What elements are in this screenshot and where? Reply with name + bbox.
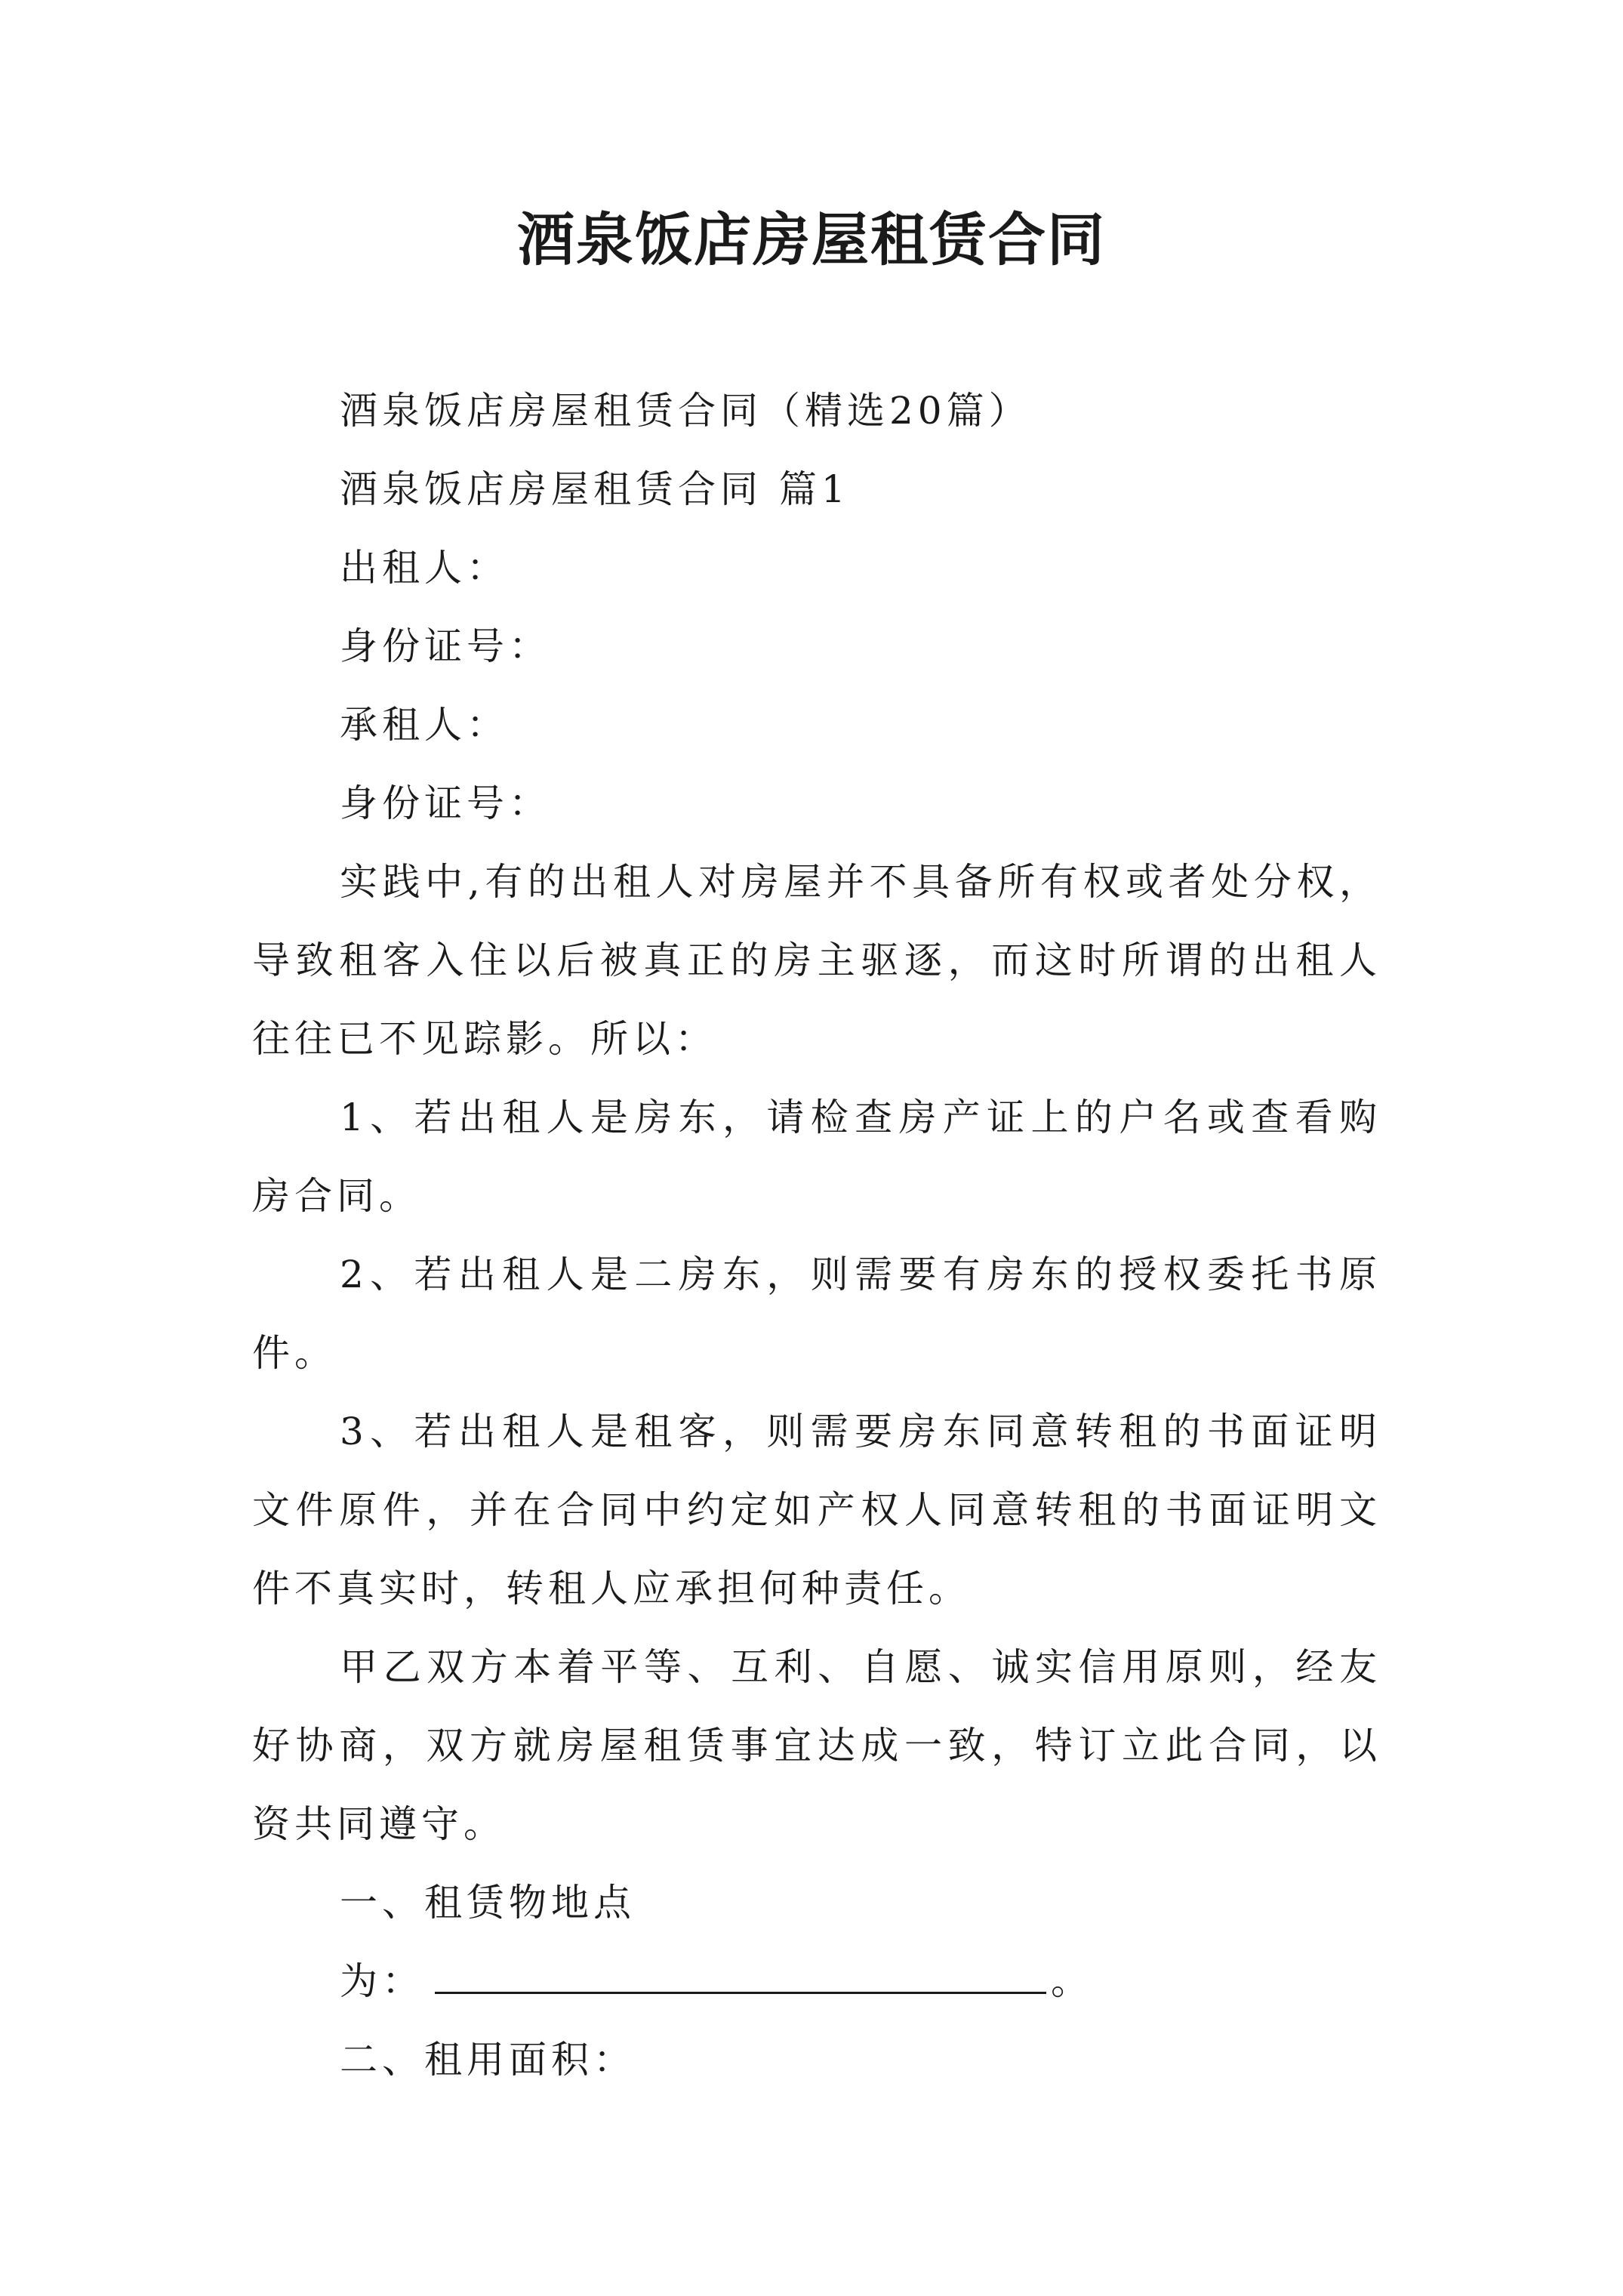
address-blank: [435, 1945, 1046, 1994]
paragraph: 承租人：: [340, 703, 509, 747]
paragraph: 身份证号：: [340, 624, 551, 668]
paragraph: 一、租赁物地点: [340, 1881, 636, 1925]
address-suffix: 。: [1051, 1959, 1093, 2003]
document-title: 酒泉饭店房屋租赁合同: [517, 206, 1106, 273]
paragraph: 3、若出租人是租客，则需要房东同意转租的书面证明文件原件，并在合同中约定如产权人同意转租的书面证明文件不真实时，转租人应承担何种责任。: [252, 1410, 1381, 1610]
paragraph: 实践中,有的出租人对房屋并不具备所有权或者处分权，导致租客入住以后被真正的房主驱逐，而这时所谓的出租人往往已不见踪影。所以：: [252, 860, 1381, 1061]
paragraph: 身份证号：: [340, 781, 551, 825]
paragraph: 2、若出租人是二房东，则需要有房东的授权委托书原件。: [252, 1253, 1381, 1375]
address-line: [252, 1942, 1381, 2020]
paragraph: 酒泉饭店房屋租赁合同 篇1: [340, 467, 850, 511]
paragraph: 1、若出租人是房东，请检查房产证上的户名或查看购房合同。: [252, 1096, 1381, 1218]
paragraph: 甲乙双方本着平等、互利、自愿、诚实信用原则，经友好协商，双方就房屋租赁事宜达成一致，特订立此合同，以资共同遵守。: [252, 1645, 1381, 1846]
paragraph: 酒泉饭店房屋租赁合同（精选20篇）: [340, 389, 1031, 433]
address-prefix: 为：: [340, 1959, 424, 2003]
paragraph: 二、租用面积：: [340, 2038, 636, 2082]
document-body: [252, 371, 1381, 2099]
paragraph: 出租人：: [340, 546, 509, 590]
